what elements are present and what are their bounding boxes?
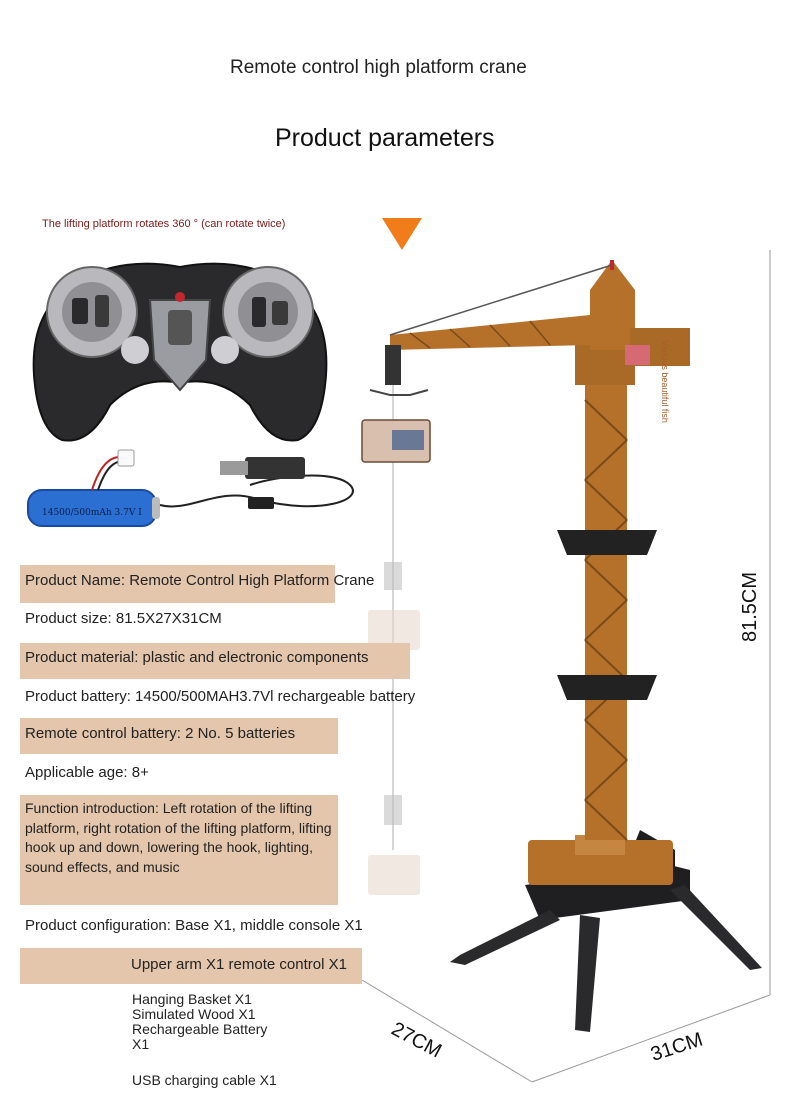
spec-product-name: Product Name: Remote Control High Platform Crane — [25, 572, 375, 589]
spec-config-line: Simulated Wood X1 — [132, 1006, 256, 1022]
height-dimension: 81.5CM — [739, 571, 761, 642]
spec-remote-battery: Remote control battery: 2 No. 5 batteries — [25, 725, 296, 742]
spec-function-intro: Function introduction: Left rotation of the lifting platform, right rotation of the lifting platform, lifting hook up and down, lowering the hook, lighting, sound effects, and music — [25, 800, 332, 875]
section-title: Product parameters — [275, 124, 495, 152]
spec-config-line: USB charging cable X1 — [132, 1072, 277, 1088]
spec-product-material: Product material: plastic and electronic components — [25, 649, 369, 666]
spec-product-battery: Product battery: 14500/500MAH3.7Vl rechargeable battery — [25, 688, 416, 705]
spec-applicable-age: Applicable age: 8+ — [25, 764, 149, 781]
spec-product-size: Product size: 81.5X27X31CM — [25, 610, 222, 627]
spec-config-line: Rechargeable Battery — [132, 1021, 268, 1037]
product-title: Remote control high platform crane — [230, 57, 527, 78]
battery-cable-image — [20, 445, 380, 545]
remote-controller-image — [30, 255, 330, 450]
spec-config-line: X1 — [132, 1036, 150, 1052]
spec-config-line: Hanging Basket X1 — [132, 991, 252, 1007]
depth-dimension: 27CM — [387, 1018, 446, 1063]
rotation-note: The lifting platform rotates 360 ° (can rotate twice) — [42, 218, 286, 230]
down-arrow-icon — [380, 216, 424, 252]
crane-image — [350, 250, 790, 1110]
crane-side-text: Various beautiful fish — [660, 340, 670, 423]
battery-label: 14500/500mAh 3.7V I — [42, 508, 142, 518]
spec-configuration: Product configuration: Base X1, middle console X1 — [25, 917, 363, 934]
width-dimension: 31CM — [648, 1028, 706, 1066]
spec-config-line: Upper arm X1 remote control X1 — [131, 956, 347, 973]
